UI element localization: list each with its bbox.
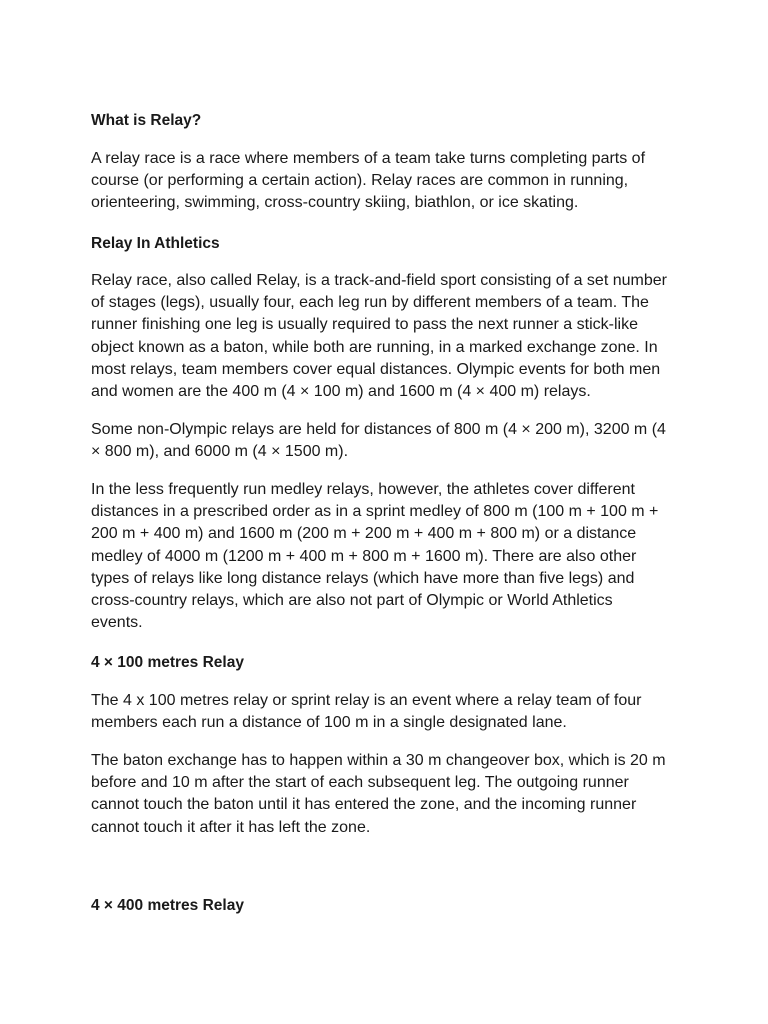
text-line: cross-country relays, which are also not part of Olympic or World Athletics: [91, 592, 613, 610]
text-line: × 800 m), and 6000 m (4 × 1500 m).: [91, 443, 349, 461]
text-line: and women are the 400 m (4 × 100 m) and 1600 m (4 × 400 m) relays.: [91, 383, 591, 401]
heading-what-is-relay: What is Relay?: [91, 112, 202, 129]
text-line: orienteering, swimming, cross-country skiing, biathlon, or ice skating.: [91, 194, 579, 212]
text-line: In the less frequently run medley relays, however, the athletes cover different: [91, 481, 635, 498]
heading-4x100-relay: 4 × 100 metres Relay: [91, 654, 244, 671]
text-line: Relay race, also called Relay, is a track-and-field sport consisting of a set number: [91, 272, 667, 289]
text-line: medley of 4000 m (1200 m + 400 m + 800 m + 1600 m). There are also other: [91, 547, 637, 565]
text-line: runner finishing one leg is usually required to pass the next runner a stick-like: [91, 316, 638, 334]
paragraph-medley-relays: [91, 479, 658, 634]
paragraph-sprint-relay: [91, 690, 641, 734]
heading-relay-in-athletics: Relay In Athletics: [91, 235, 220, 252]
text-line: course (or performing a certain action). Relay races are common in running,: [91, 172, 629, 190]
text-line: before and 10 m after the start of each subsequent leg. The outgoing runner: [91, 774, 629, 792]
text-line: of stages (legs), usually four, each leg run by different members of a team. The: [91, 294, 649, 312]
text-line: 200 m + 400 m) and 1600 m (200 m + 200 m + 400 m + 800 m) or a distance: [91, 525, 637, 543]
paragraph-relay-definition: [91, 148, 645, 215]
text-line: A relay race is a race where members of a team take turns completing parts of: [91, 150, 646, 167]
text-line: object known as a baton, while both are running, in a marked exchange zone. In: [91, 338, 658, 356]
text-line: members each run a distance of 100 m in a single designated lane.: [91, 714, 567, 732]
text-line: Some non-Olympic relays are held for distances of 800 m (4 × 200 m), 3200 m (4: [91, 421, 666, 438]
paragraph-baton-exchange: [91, 750, 666, 839]
text-line: distances in a prescribed order as in a sprint medley of 800 m (100 m + 100 m +: [91, 503, 659, 521]
text-line: events.: [91, 614, 143, 632]
text-line: types of relays like long distance relays (which have more than five legs) and: [91, 569, 635, 587]
text-line: The baton exchange has to happen within a 30 m changeover box, which is 20 m: [91, 752, 666, 769]
text-line: The 4 x 100 metres relay or sprint relay is an event where a relay team of four: [91, 692, 642, 709]
text-line: cannot touch it after it has left the zone.: [91, 818, 371, 836]
heading-4x400-relay: 4 × 400 metres Relay: [91, 897, 244, 914]
paragraph-non-olympic-relays: [91, 419, 666, 463]
paragraph-athletics-overview: [91, 270, 667, 403]
text-line: cannot touch the baton until it has entered the zone, and the incoming runner: [91, 796, 637, 814]
text-line: most relays, team members cover equal distances. Olympic events for both men: [91, 360, 661, 378]
